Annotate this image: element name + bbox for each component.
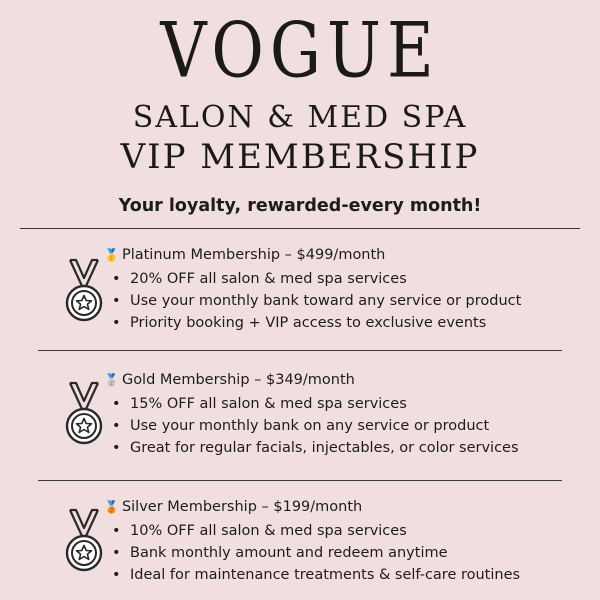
benefit-list — [112, 393, 519, 459]
brand-name: VOGUE — [160, 8, 440, 96]
benefit-item: • 20% OFF all salon & med spa services — [112, 268, 521, 290]
bronze-medal-icon: 🥉 — [104, 500, 119, 514]
benefit-item: • Priority booking + VIP access to exclusive events — [112, 312, 521, 334]
benefit-item: • Use your monthly bank on any service or product — [112, 415, 519, 437]
benefit-item: • Use your monthly bank toward any service or product — [112, 290, 521, 312]
tier-title — [104, 246, 385, 264]
tier-title — [104, 498, 362, 516]
tagline: Your loyalty, rewarded-every month! — [118, 196, 482, 216]
gold-medal-icon: 🥇 — [104, 248, 119, 262]
tier-title-text: Gold Membership – $349/month — [121, 372, 355, 388]
benefit-item: • Ideal for maintenance treatments & self-care routines — [112, 564, 520, 586]
tier-divider — [38, 480, 562, 481]
benefit-item: • Bank monthly amount and redeem anytime — [112, 542, 520, 564]
silver-medal-icon: 🥈 — [104, 373, 119, 387]
tier-title-text: Platinum Membership – $499/month — [121, 247, 386, 263]
benefit-list — [112, 520, 520, 586]
medal-icon — [62, 379, 106, 469]
benefit-list — [112, 268, 521, 334]
benefit-item: • Great for regular facials, injectables, or color services — [112, 437, 519, 459]
program-title: VIP MEMBERSHIP — [120, 137, 480, 177]
benefit-item: • 10% OFF all salon & med spa services — [112, 520, 520, 542]
medal-icon — [62, 506, 106, 596]
medal-icon — [62, 256, 106, 346]
brand-subtitle: SALON & MED SPA — [132, 100, 468, 135]
benefit-item: • 15% OFF all salon & med spa services — [112, 393, 519, 415]
tier-divider — [38, 350, 562, 351]
tier-title-text: Silver Membership – $199/month — [121, 499, 363, 515]
top-divider — [20, 228, 580, 229]
tier-title — [104, 371, 355, 389]
